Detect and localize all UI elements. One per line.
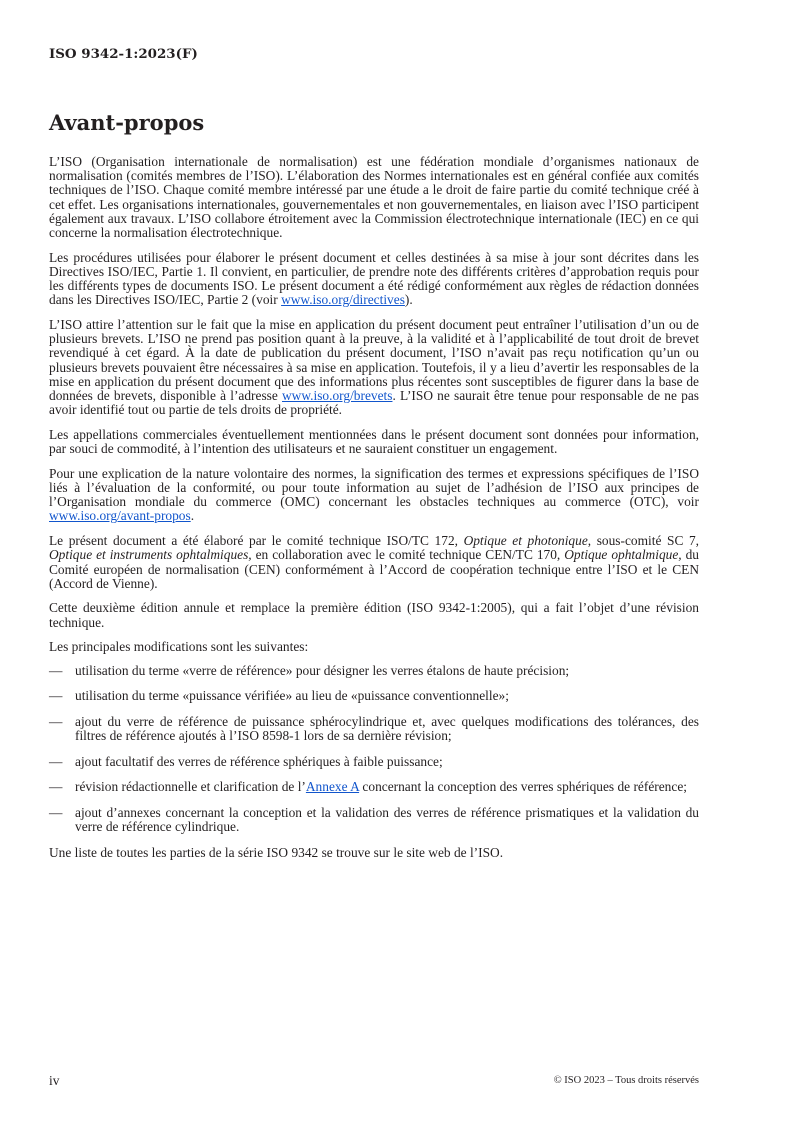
list-item: — révision rédactionnelle et clarification de l’Annexe A concernant la conception des verres sphériques de référence; (49, 779, 687, 795)
list-dash: — (49, 713, 63, 729)
paragraph-patents: L’ISO attire l’attention sur le fait que la mise en application du présent document peut entraîner l’utilisation d’un ou de plusieurs brevets. L’ISO ne prend pas position quant à la preuve, à la validité et à l’applicabilité de tout droit de brevet revendiqué à cet égard. À la date de publication du présent document, l’ISO n’avait pas reçu notification qu’un ou plusieurs brevets pouvaient être nécessaires à sa mise en application. Toutefois, il y a lieu d’avertir les responsables de la mise en application du présent document que des informations plus récentes sont susceptibles de figurer dans la base de données de brevets, disponible à l’adresse www.iso.org/brevets. L’ISO ne saurait être tenue pour responsable de ne pas avoir identifié tout ou partie de tels droits de propriété. (49, 317, 699, 418)
paragraph-iso-intro: L’ISO (Organisation internationale de normalisation) est une fédération mondiale d’organismes nationaux de normalisation (comités membres de l’ISO). L’élaboration des Normes internationales est en général confiée aux comités techniques de l’ISO. Chaque comité membre intéressé par une étude a le droit de faire partie du comité technique créé à cet effet. Les organisations internationales, gouvernementales et non gouvernementales, en liaison avec l’ISO participent également aux travaux. L’ISO collabore étroitement avec la Commission électrotechnique internationale (IEC) en ce qui concerne la normalisation électrotechnique. (49, 154, 699, 241)
paragraph-voluntary-nature: Pour une explication de la nature volontaire des normes, la signification des termes et expressions spécifiques de l’ISO liés à l’évaluation de la conformité, ou pour toute information au sujet de l’adhésion de l’ISO aux principes de l’Organisation mondiale du commerce (OMC) concernant les obstacles techniques au commerce (OTC), voir www.iso.org/avant-propos. (49, 465, 699, 524)
directives-link[interactable]: www.iso.org/directives (281, 292, 405, 308)
changes-list (49, 664, 699, 835)
foreword-body (49, 155, 699, 871)
page-title: Avant-propos (49, 110, 205, 135)
paragraph-edition: Cette deuxième édition annule et remplace la première édition (ISO 9342-1:2005), qui a fait l’objet d’une révision technique. (49, 600, 699, 630)
list-item: — ajout du verre de référence de puissance sphérocylindrique et, avec quelques modifications des tolérances, des filtres de référence ajoutés à l’ISO 8598-1 lors de sa dernière révision; (49, 713, 699, 743)
list-dash: — (49, 662, 63, 678)
list-dash: — (49, 688, 63, 704)
document-id-header: ISO 9342-1:2023(F) (49, 46, 198, 62)
paragraph-committee: Le présent document a été élaboré par le comité technique ISO/TC 172, Optique et photonique, sous-comité SC 7, Optique et instruments ophtalmiques, en collaboration avec le comité technique CEN/TC 170, Optique ophtalmique, du Comité européen de normalisation (CEN) conformément à l’Accord de coopération technique entre l’ISO et le CEN (Accord de Vienne). (49, 533, 699, 591)
foreword-link[interactable]: www.iso.org/avant-propos (49, 508, 191, 524)
paragraph-series-list: Une liste de toutes les parties de la série ISO 9342 se trouve sur le site web de l’ISO. (49, 845, 504, 861)
patents-link[interactable]: www.iso.org/brevets (282, 388, 393, 404)
paragraph-changes-intro: Les principales modifications sont les suivantes: (49, 639, 309, 655)
list-item: — ajout facultatif des verres de référence sphériques à faible puissance; (49, 753, 443, 769)
list-dash: — (49, 804, 63, 820)
list-item: — utilisation du terme «puissance vérifiée» au lieu de «puissance conventionnelle»; (49, 688, 509, 704)
annex-a-link[interactable]: Annexe A (305, 779, 360, 795)
list-item: — ajout d’annexes concernant la conception et la validation des verres de référence prismatiques et la validation du verre de référence cylindrique. (49, 804, 699, 834)
list-item: — utilisation du terme «verre de référence» pour désigner les verres étalons de haute précision; (49, 662, 570, 678)
list-dash: — (49, 779, 63, 795)
copyright-notice: © ISO 2023 – Tous droits réservés (553, 1075, 699, 1086)
paragraph-trade-names: Les appellations commerciales éventuellement mentionnées dans le présent document sont données pour information, par souci de commodité, à l’intention des utilisateurs et ne sauraient constituer un engagement. (49, 426, 699, 457)
page-number: iv (49, 1073, 60, 1088)
paragraph-directives: Les procédures utilisées pour élaborer le présent document et celles destinées à sa mise à jour sont décrites dans les Directives ISO/IEC, Partie 1. Il convient, en particulier, de prendre note des différents critères d’approbation requis pour les différents types de documents ISO. Le présent document a été rédigé conformément aux règles de rédaction données dans les Directives ISO/IEC, Partie 2 (voir www.iso.org/directives). (49, 249, 699, 308)
list-dash: — (49, 753, 63, 769)
